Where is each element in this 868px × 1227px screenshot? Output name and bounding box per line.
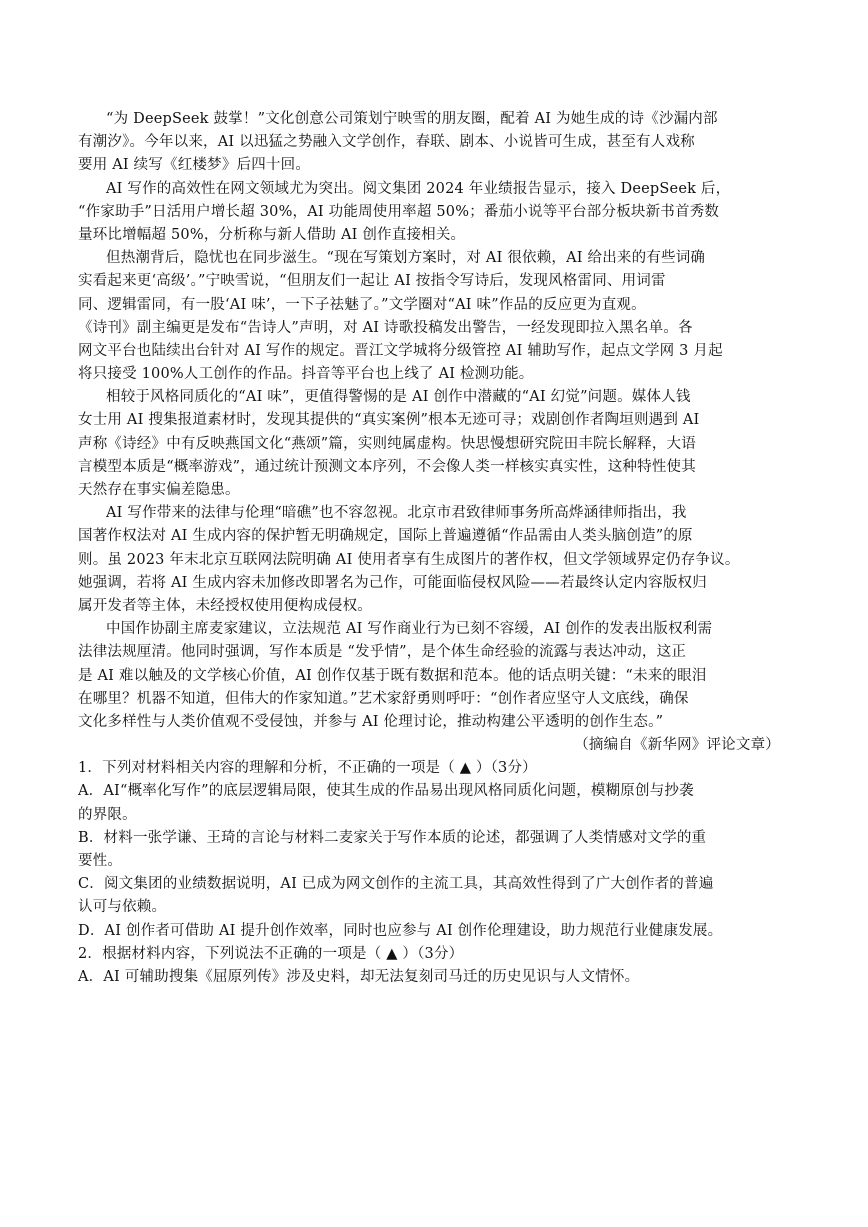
text-line: 声称《诗经》中有反映燕国文化“燕颂”篇，实则纯属虚构。快思慢想研究院田丰院长解释，大语 [78, 435, 696, 452]
option-a: A．AI“概率化写作”的底层逻辑局限，使其生成的作品易出现风格同质化问题，模糊原创与抄袭 [78, 783, 694, 800]
option-b: B．材料一张学谦、王琦的言论与材料二麦家关于写作本质的论述，都强调了人类情感对文学的重 [78, 829, 707, 846]
paragraph [78, 502, 794, 618]
text-line: AI 写作带来的法律与伦理“暗礁”也不容忽视。北京市君致律师事务所高烨涵律师指出，我 [106, 505, 687, 522]
text-line: 网文平台也陆续出台针对 AI 写作的规定。晋江文学城将分级管控 AI 辅助写作，起点文学网 3 月起 [78, 342, 723, 359]
paragraph [78, 386, 794, 502]
text-line: 实看起来更‘高级’。”宁映雪说，“但朋友们一起让 AI 按指令写诗后，发现风格雷同、用词雷 [78, 273, 666, 290]
text-line: 但热潮背后，隐忧也在同步滋生。“现在写策划方案时，对 AI 很依赖，AI 给出来的有些词确 [106, 250, 706, 267]
question-2 [78, 943, 794, 989]
paragraph [78, 178, 794, 248]
text-line: 有潮汐》。今年以来，AI 以迅猛之势融入文学创作，春联、剧本、小说皆可生成，甚至有人戏称 [78, 134, 695, 151]
question-1 [78, 757, 794, 943]
text-line: “作家助手”日活用户增长超 30%，AI 功能周使用率超 50%；番茄小说等平台部分板块新书首秀数 [78, 203, 720, 220]
text-line: 文化多样性与人类价值观不受侵蚀，并参与 AI 伦理讨论，推动构建公平透明的创作生态。” [78, 713, 664, 730]
text-line: 言模型本质是“概率游戏”，通过统计预测文本序列，不会像人类一样核实真实性，这种特性使其 [78, 458, 696, 475]
text-line: 将只接受 100%人工创作的作品。抖音等平台也上线了 AI 检测功能。 [78, 366, 534, 383]
option-d: D．AI 创作者可借助 AI 提升创作效率，同时也应参与 AI 创作伦理建设，助力规范行业健康发展。 [78, 922, 723, 939]
text-line: 是 AI 难以触及的文学核心价值，AI 创作仅基于既有数据和范本。他的话点明关键：“未来的眼泪 [78, 667, 707, 684]
paragraph [78, 108, 794, 178]
text-line: 她强调，若将 AI 生成内容未加修改即署名为己作，可能面临侵权风险——若最终认定内容版权归 [78, 574, 707, 591]
text-line: 相较于风格同质化的“AI 味”，更值得警惕的是 AI 创作中潜藏的“AI 幻觉”问题。媒体人钱 [106, 389, 691, 406]
text-line: 则。虽 2023 年末北京互联网法院明确 AI 使用者享有生成图片的著作权，但文学领域界定仍存争议。 [78, 551, 740, 568]
text-line: 在哪里？机器不知道，但伟大的作家知道。”艺术家舒勇则呼吁：“创作者应坚守人文底线，确保 [78, 690, 689, 707]
text-line: 法律法规厘清。他同时强调，写作本质是 “发乎情”，是个体生命经验的流露与表达冲动，这正 [78, 644, 687, 661]
source-citation: （摘编自《新华网》评论文章） [574, 737, 780, 754]
paragraph [78, 247, 794, 386]
article [78, 108, 794, 757]
text-line: 属开发者等主体，未经授权使用便构成侵权。 [78, 597, 372, 614]
text-line: 同、逻辑雷同，有一股‘AI 味’，一下子祛魅了。”文学圈对“AI 味”作品的反应更为直观。 [78, 296, 646, 313]
paragraph [78, 618, 794, 734]
text-line: 国著作权法对 AI 生成内容的保护暂无明确规定，国际上普遍遵循“作品需由人类头脑创造”的原 [78, 528, 693, 545]
text-line: 天然存在事实偏差隐患。 [78, 482, 240, 498]
option-b-continued: 要性。 [78, 853, 123, 869]
text-line: 量环比增幅超 50%，分析称与新人借助 AI 创作直接相关。 [78, 226, 466, 243]
question-stem: 1．下列对材料相关内容的理解和分析，不正确的一项是（ ▲ ）（3分） [78, 760, 537, 777]
text-line: 《诗刊》副主编更是发布“告诗人”声明，对 AI 诗歌投稿发出警告，一经发现即拉入黑名单。各 [78, 319, 693, 336]
text-line: AI 写作的高效性在网文领域尤为突出。阅文集团 2024 年业绩报告显示，接入 DeepSeek 后， [106, 180, 731, 197]
option-a-continued: 的界限。 [78, 806, 137, 823]
text-line: 女士用 AI 搜集报道素材时，发现其提供的“真实案例”根本无迹可寻；戏剧创作者陶垣则遇到 AI [78, 412, 700, 429]
exam-page [78, 108, 794, 989]
question-stem: 2．根据材料内容，下列说法不正确的一项是（ ▲ ）（3分） [78, 945, 464, 962]
option-c-continued: 认可与依赖。 [78, 899, 167, 916]
text-line: 中国作协副主席麦家建议，立法规范 AI 写作商业行为已刻不容缓，AI 创作的发表出版权利需 [106, 621, 713, 638]
option-c: C．阅文集团的业绩数据说明，AI 已成为网文创作的主流工具，其高效性得到了广大创作者的普遍 [78, 876, 714, 893]
text-line: “为 DeepSeek 鼓掌！”文化创意公司策划宁映雪的朋友圈，配着 AI 为她生成的诗《沙漏内部 [106, 111, 718, 127]
text-line: 要用 AI 续写《红楼梦》后四十回。 [78, 157, 311, 174]
option-a: A．AI 可辅助搜集《屈原列传》涉及史料，却无法复刻司马迁的历史见识与人文情怀。 [78, 968, 640, 985]
